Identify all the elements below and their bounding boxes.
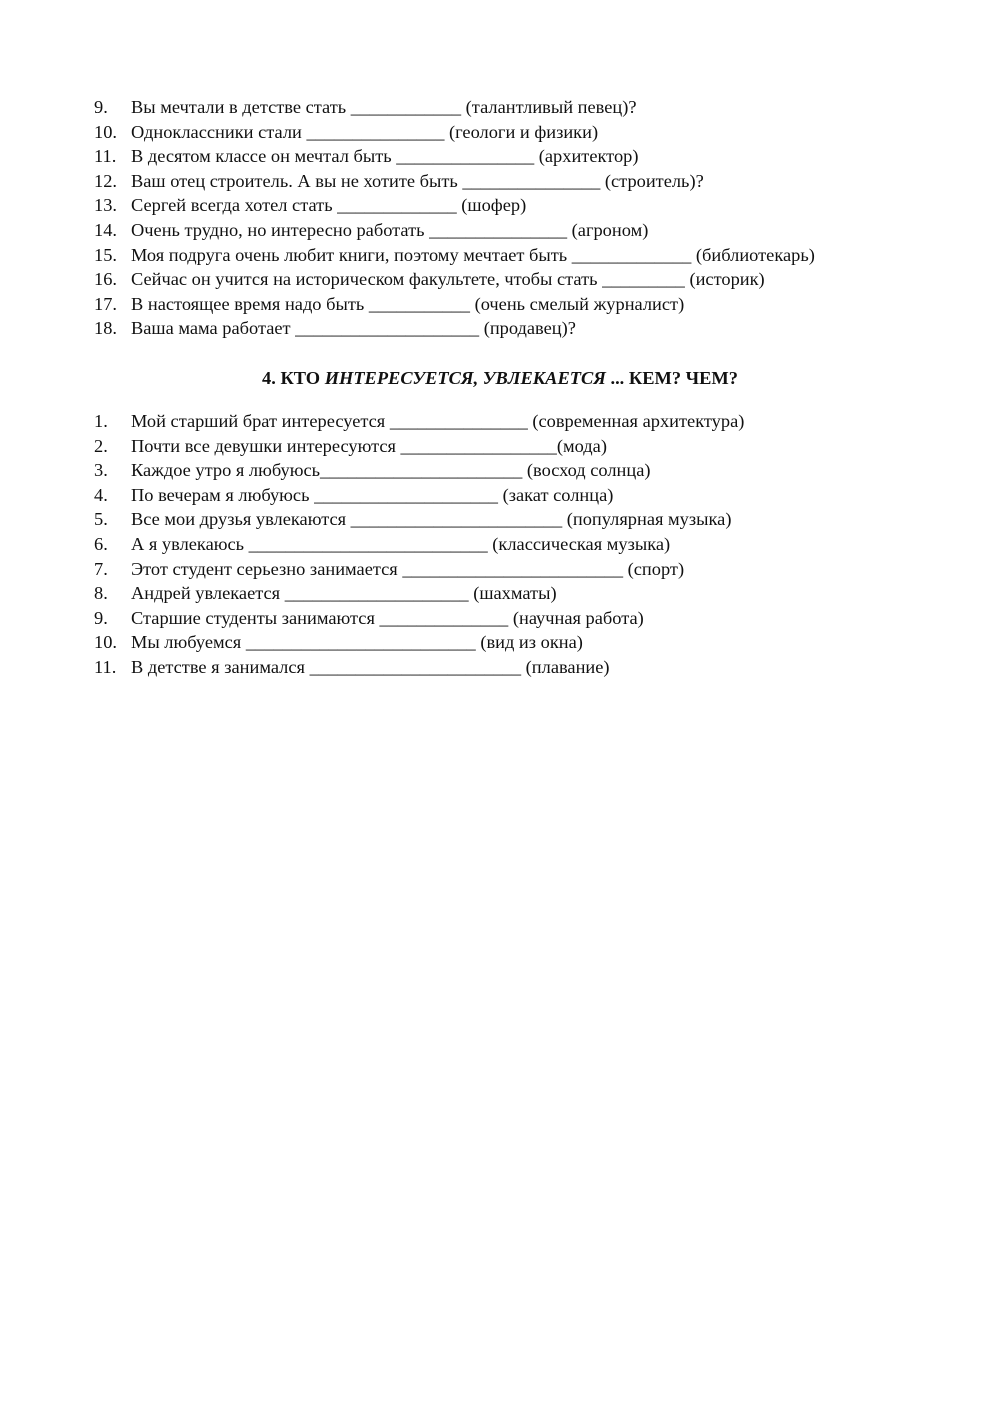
item-text: По вечерам я любуюсь ____________________ (закат солнца) [131, 484, 614, 505]
item-text: Каждое утро я любуюсь______________________ (восход солнца) [131, 460, 651, 481]
item-text: Старшие студенты занимаются ______________ (научная работа) [131, 607, 644, 628]
item-text: Мы любуемся _________________________ (вид из окна) [131, 632, 583, 653]
list-item [94, 316, 815, 341]
item-text: Почти все девушки интересуются _________________(мода) [131, 435, 607, 456]
item-text: В детстве я занимался _______________________ (плавание) [131, 656, 610, 677]
item-text: А я увлекаюсь __________________________ (классическая музыка) [131, 533, 671, 554]
list-item [94, 292, 815, 317]
item-number: 3. [94, 460, 108, 481]
list-item [94, 458, 744, 483]
list-item [94, 630, 744, 655]
item-text: Андрей увлекается ____________________ (шахматы) [131, 583, 557, 604]
item-number: 15. [94, 244, 117, 265]
item-number: 11. [94, 146, 117, 167]
item-number: 13. [94, 195, 117, 216]
section-4-heading [0, 365, 1000, 391]
item-number: 9. [94, 97, 108, 117]
list-item [94, 243, 815, 268]
item-text: Ваша мама работает ____________________ (продавец)? [131, 318, 576, 339]
list-item [94, 193, 815, 218]
list-item [94, 169, 815, 194]
list-item [94, 120, 815, 145]
item-number: 10. [94, 632, 117, 653]
item-text: В десятом классе он мечтал быть _______________ (архитектор) [131, 146, 639, 167]
item-text: Все мои друзья увлекаются _______________________ (популярная музыка) [131, 509, 732, 530]
list-item [94, 581, 744, 606]
list-item [94, 483, 744, 508]
list-item [94, 507, 744, 532]
item-number: 17. [94, 293, 117, 314]
heading-italic: ИНТЕРЕСУЕТСЯ, УВЛЕКАЕТСЯ [324, 368, 606, 388]
heading-end: ... КЕМ? ЧЕМ? [605, 368, 738, 388]
item-text: В настоящее время надо быть ___________ (очень смелый журналист) [131, 293, 685, 314]
list-item [94, 218, 815, 243]
exercise-3-list [94, 95, 815, 341]
list-item [94, 655, 744, 680]
item-number: 18. [94, 318, 117, 339]
item-number: 4. [94, 484, 108, 505]
list-item [94, 434, 744, 459]
item-number: 12. [94, 170, 117, 191]
item-number: 1. [94, 411, 108, 431]
list-item [94, 409, 744, 434]
item-number: 7. [94, 558, 108, 579]
item-text: Моя подруга очень любит книги, поэтому мечтает быть _____________ (библиотекарь) [131, 244, 815, 265]
heading-start: 4. КТО [262, 368, 325, 388]
item-text: Мой старший брат интересуется _______________ (современная архитектура) [131, 411, 745, 431]
item-number: 9. [94, 607, 108, 628]
list-item [94, 267, 815, 292]
item-number: 11. [94, 656, 117, 677]
item-number: 5. [94, 509, 108, 530]
item-text: Сергей всегда хотел стать _____________ (шофер) [131, 195, 527, 216]
list-item [94, 606, 744, 631]
item-number: 10. [94, 121, 117, 142]
item-text: Очень трудно, но интересно работать _______________ (агроном) [131, 219, 649, 240]
exercise-4-list [94, 409, 744, 680]
item-text: Одноклассники стали _______________ (геологи и физики) [131, 121, 599, 142]
item-text: Ваш отец строитель. А вы не хотите быть _______________ (строитель)? [131, 170, 704, 191]
item-number: 14. [94, 219, 117, 240]
item-text: Этот студент серьезно занимается ________________________ (спорт) [131, 558, 685, 579]
list-item [94, 95, 815, 120]
item-text: Вы мечтали в детстве стать ____________ (талантливый певец)? [131, 97, 637, 117]
item-number: 6. [94, 533, 108, 554]
item-number: 2. [94, 435, 108, 456]
list-item [94, 557, 744, 582]
list-item [94, 532, 744, 557]
item-number: 8. [94, 583, 108, 604]
item-text: Сейчас он учится на историческом факультете, чтобы стать _________ (историк) [131, 269, 765, 290]
item-number: 16. [94, 269, 117, 290]
list-item [94, 144, 815, 169]
